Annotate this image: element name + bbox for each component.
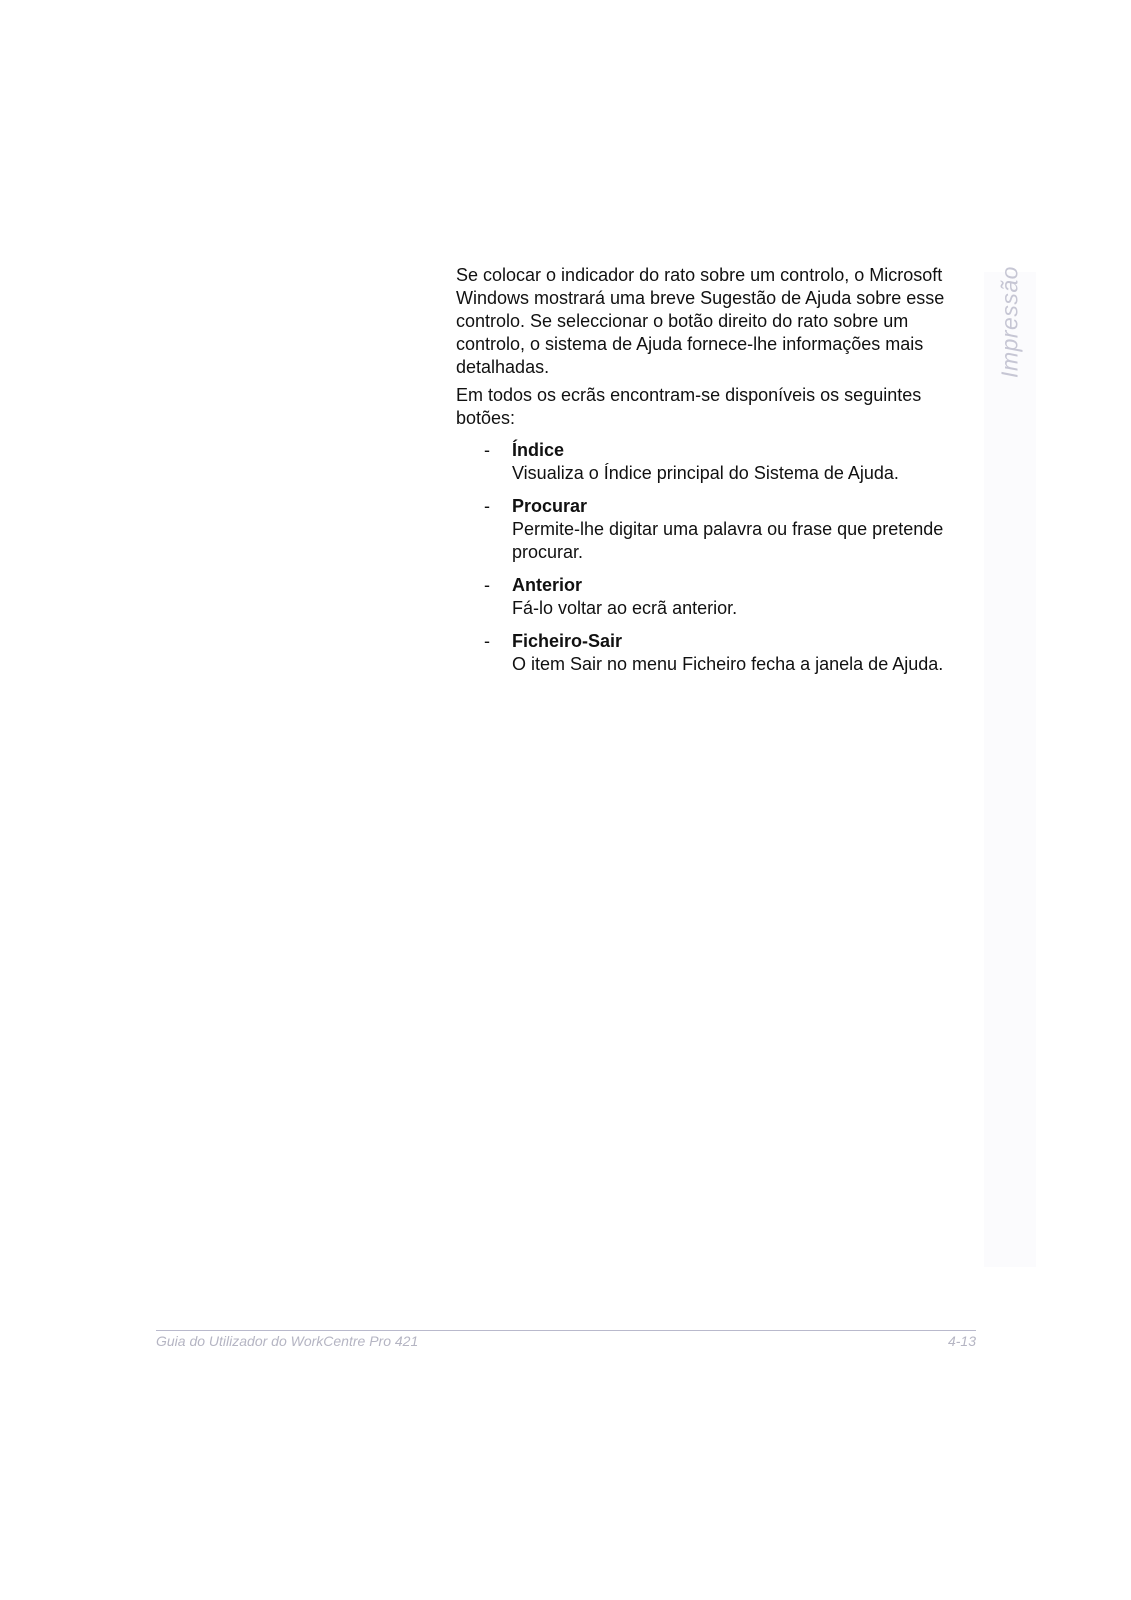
list-dash: - (484, 440, 490, 460)
body-paragraph: Se colocar o indicador do rato sobre um controlo, o Microsoft Windows mostrará uma breve Sugestão de Ajuda sobre esse controlo. Se seleccionar o botão direito do rato sobre um controlo, o sistema de Ajuda fornece-lhe informações mais detalhadas. (456, 265, 945, 377)
list-item (456, 574, 976, 620)
list-dash: - (484, 575, 490, 595)
footer-divider (156, 1330, 976, 1331)
list-item (456, 495, 976, 564)
page-number: 4-13 (947, 1333, 976, 1349)
footer-title: Guia do Utilizador do WorkCentre Pro 421 (156, 1333, 419, 1349)
side-tab-label: Impressão (996, 266, 1023, 378)
button-description: O item Sair no menu Ficheiro fecha a janela de Ajuda. (512, 654, 944, 674)
button-name: Ficheiro-Sair (512, 631, 623, 651)
button-description: Permite-lhe digitar uma palavra ou frase que pretende procurar. (512, 519, 944, 562)
help-buttons-list (456, 439, 976, 676)
list-dash: - (484, 496, 490, 516)
button-description: Visualiza o Índice principal do Sistema de Ajuda. (512, 463, 899, 483)
button-name: Anterior (512, 575, 583, 595)
button-name: Índice (512, 440, 565, 460)
button-name: Procurar (512, 496, 588, 516)
side-tab (984, 272, 1036, 1267)
body-paragraph: Em todos os ecrãs encontram-se disponíveis os seguintes botões: (456, 385, 922, 428)
main-content (456, 264, 976, 686)
list-item (456, 439, 976, 485)
button-description: Fá-lo voltar ao ecrã anterior. (512, 598, 738, 618)
list-item (456, 630, 976, 676)
list-dash: - (484, 631, 490, 651)
